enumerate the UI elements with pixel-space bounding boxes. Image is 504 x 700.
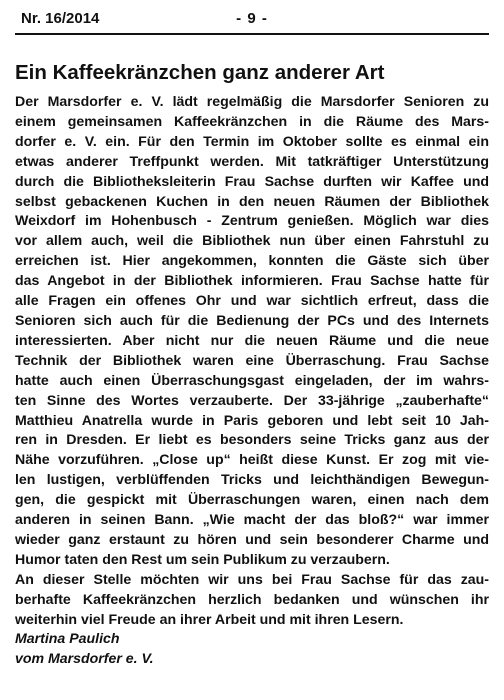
text-line: Matthieu Anatrella wurde in Paris geboren und lebt seit 10 Jah- [15,411,489,428]
article-paragraph-1 [15,92,489,570]
text-line: erreichen ist. Hier angekommen, konnten die Gäste sich über [15,252,489,269]
text-line: vor allem auch, weil die Bibliothek nun über einen Fahrstuhl zu [15,232,489,249]
text-line: weiterhin viel Freude an ihrer Arbeit und mit ihren Lesern. [15,610,404,627]
text-line: hatte auch einen Überraschungsgast eingeladen, der im wahrs- [15,371,489,388]
text-line: Humor taten den Rest um sein Publikum zu verzaubern. [15,550,390,567]
text-line: wieder ganz erstaunt zu hören und sein besonderer Charme und [15,530,489,547]
text-line: anderen in seinen Bann. „Wie macht der das bloß?“ war immer [15,511,489,528]
article-title: Ein Kaffeekränzchen ganz anderer Art [15,61,385,84]
text-line: ten Sinne des Wortes verzauberte. Der 33-jährige „zauberhafte“ [15,391,489,408]
issue-number: Nr. 16/2014 [21,10,100,27]
text-line: Senioren sich auch für die Bedienung der PCs und des Internets [15,311,489,328]
text-line: berhafte Kaffeekränzchen herzlich bedanken und wünschen ihr [15,590,489,607]
text-line: dorfer e. V. ein. Für den Termin im Oktober sollte es einmal ein [15,132,489,149]
text-line: ren in Dresden. Er liebt es besonders seine Tricks ganz aus der [15,431,489,448]
text-line: len lustigen, verblüffenden Tricks und leichthändigen Bewegun- [15,471,489,488]
author-organization: vom Marsdorfer e. V. [15,650,154,667]
article-paragraph-2 [15,570,489,630]
text-line: gen, die gespickt mit Überraschungen waren, einen nach dem [15,491,489,508]
text-line: das Angebot in der Bibliothek informieren. Frau Sachse hatte für [15,272,489,289]
text-line: interessierten. Aber nicht nur die neuen Räume und die neue [15,331,489,348]
text-line: selbst gebackenen Kuchen in den neuen Räumen der Bibliothek [15,192,489,209]
page-header [15,0,489,36]
article-body [15,92,489,669]
text-line: alle Fragen ein offenes Ohr und war sichtlich erfreut, dass die [15,292,489,309]
text-line: Der Marsdorfer e. V. lädt regelmäßig die Marsdorfer Senioren zu [15,93,489,109]
text-line: etwas anderer Treffpunkt werden. Mit tatkräftiger Unterstützung [15,152,489,169]
text-line: Nähe vorzuführen. „Close up“ heißt diese Kunst. Er zog mit vie- [15,451,489,468]
text-line: Technik der Bibliothek waren eine Überraschung. Frau Sachse [15,351,489,368]
text-line: durch die Bibliotheksleiterin Frau Sachse durften wir Kaffee und [15,172,489,189]
header-rule [15,33,489,35]
author-name: Martina Paulich [15,630,120,647]
page-number: - 9 - [236,10,268,27]
text-line: Weixdorf im Hohenbusch - Zentrum genießen. Möglich war dies [15,212,489,229]
text-line: einem gemeinsamen Kaffeekränzchen in die Räume des Mars- [15,112,489,129]
text-line: An dieser Stelle möchten wir uns bei Frau Sachse für das zau- [15,570,489,587]
